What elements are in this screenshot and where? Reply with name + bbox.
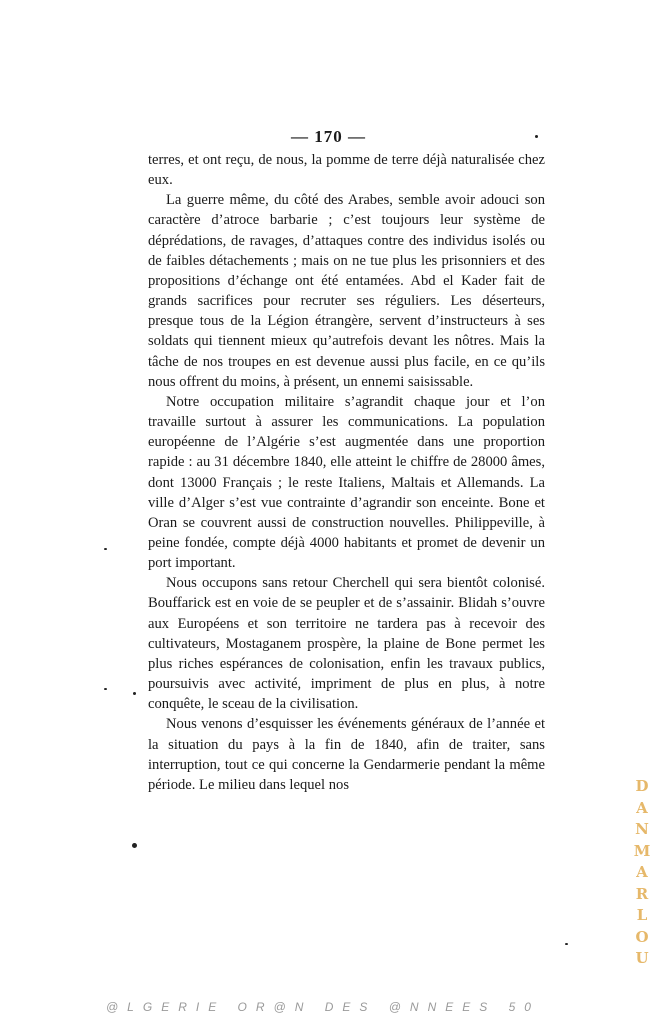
scan-speck [133, 692, 136, 695]
page-number: — 170 — [291, 127, 366, 146]
vertical-watermark: DANMARLOU [633, 777, 651, 967]
body-text [148, 150, 545, 795]
paragraph: Nous occupons sans retour Cherchell qui sera bientôt colonisé. Bouffarick est en voie de se peupler et de s’assainir. Blidah s’ouvre aux Européens et son territoire ne tardera pas à recevoir des cultivateurs, Mostaganem prospère, la plaine de Bone permet les plus riches espérances de colonisation, enfin les travaux publics, poursuivis avec activité, impriment de plus en plus, à notre conquête, le sceau de la civilisation. [148, 575, 545, 713]
paragraph: terres, et ont reçu, de nous, la pomme de terre déjà naturalisée chez eux. [148, 152, 545, 189]
footer-caption: @LGERIE OR@N DES @NNEES 50 [106, 1000, 540, 1014]
scan-speck [104, 688, 107, 690]
scan-speck [535, 135, 538, 138]
paragraph: Nous venons d’esquisser les événements généraux de l’année et la situation du pays à la fin de 1840, afin de traiter, sans interruption, tout ce qui concerne la Gendarmerie pendant la même période. Le milieu dans lequel nos [148, 716, 545, 793]
scan-speck [104, 548, 107, 550]
scan-speck [132, 843, 137, 848]
paragraph: La guerre même, du côté des Arabes, semble avoir adouci son caractère d’atroce barbarie ; c’est toujours leur système de déprédations, de ravages, d’attaques contre des individus isolés ou de faibles détachements ; mais on ne tue plus les prisonniers et des propositions d’échange ont été entamées. Abd el Kader fait de grands sacrifices pour recruter ses réguliers. Les déserteurs, presque tous de la Légion étrangère, servent d’instructeurs à ses soldats qui tiennent mieux qu’autrefois devant les nôtres. Mais la tâche de nos troupes en est devenue aussi plus facile, en ce qu’ils nous offrent du moins, à présent, un ennemi saisissable. [148, 192, 545, 390]
scan-speck [565, 943, 568, 945]
paragraph: Notre occupation militaire s’agrandit chaque jour et l’on travaille surtout à assurer les communications. La population européenne de l’Algérie s’est augmentée dans une proportion rapide : au 31 décembre 1840, elle atteint le chiffre de 28000 âmes, dont 13000 Français ; le reste Italiens, Maltais et Allemands. La ville d’Alger s’est vue contrainte d’agrandir son enceinte. Bone et Oran se couvrent aussi de construction nouvelles. Philippeville, à peine fondée, compte déjà 4000 habitants et promet de devenir un port important. [148, 393, 545, 572]
